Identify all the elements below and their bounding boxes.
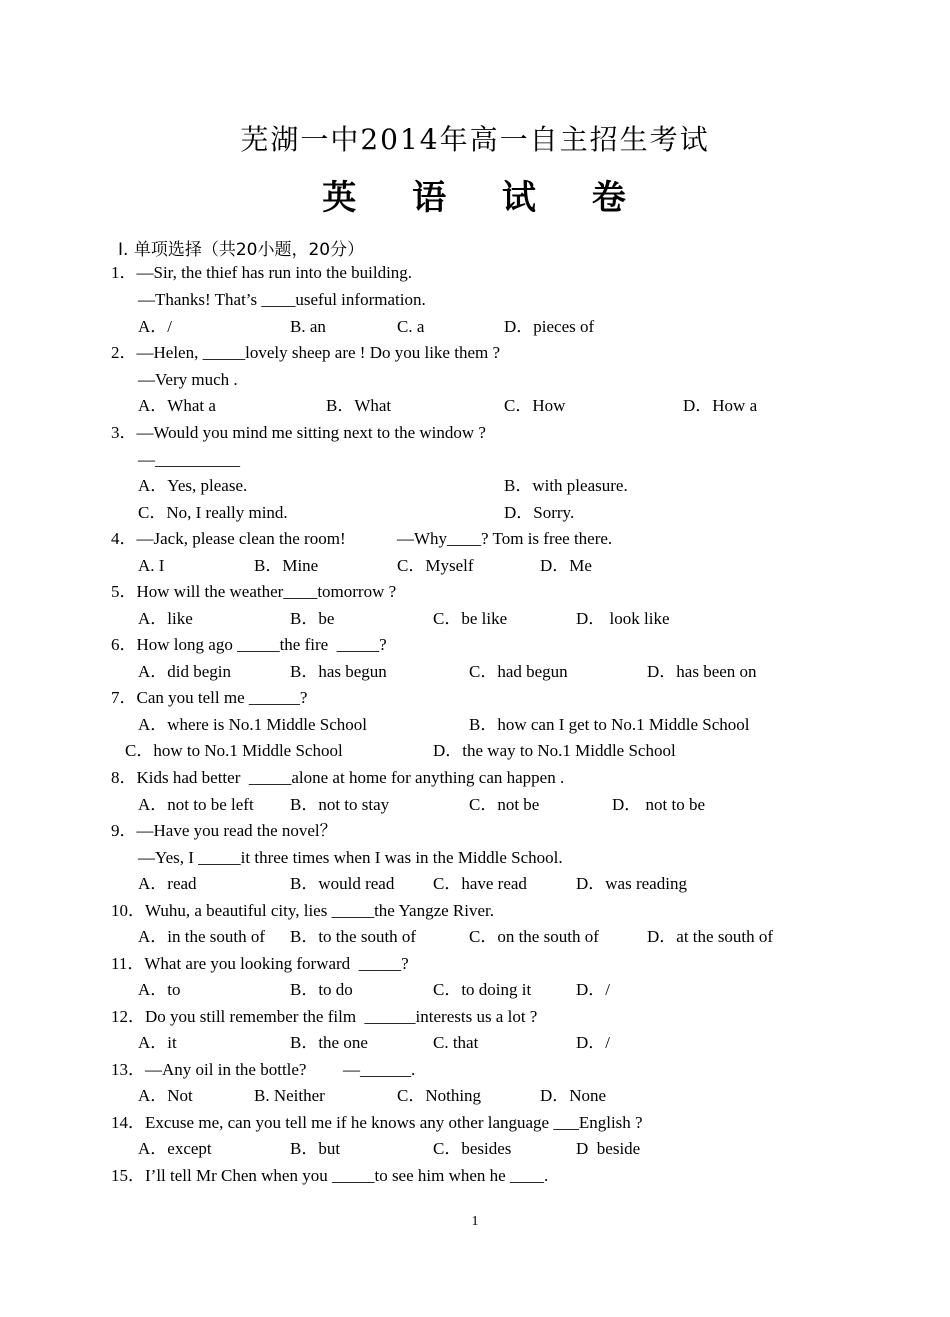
q12-option-b: B．the one xyxy=(290,1033,368,1052)
q8-option-c: C．not be xyxy=(469,795,540,814)
question-9: 9．—Have you read the novel？ xyxy=(111,821,337,840)
question-6: 6．How long ago _____the fire _____? xyxy=(111,635,387,654)
q6-option-c: C．had begun xyxy=(469,662,568,681)
q6-option-a: A．did begin xyxy=(138,662,232,681)
q13-option-a: A．Not xyxy=(138,1086,193,1105)
question-9-reply: —Yes, I _____it three times when I was in the Middle School. xyxy=(138,848,563,867)
q13-option-c: C．Nothing xyxy=(397,1086,482,1105)
q7-option-c: C．how to No.1 Middle School xyxy=(125,741,343,760)
q13-option-d: D．None xyxy=(540,1086,607,1105)
q1-option-d: D．pieces of xyxy=(504,317,595,336)
q9-option-b: B．would read xyxy=(290,874,395,893)
q9-option-d: D．was reading xyxy=(576,874,687,893)
q12-option-a: A．it xyxy=(138,1033,177,1052)
q7-option-d: D．the way to No.1 Middle School xyxy=(433,741,676,760)
q10-option-a: A．in the south of xyxy=(138,927,266,946)
q5-option-c: C．be like xyxy=(433,609,508,628)
q4-option-b: B．Mine xyxy=(254,556,319,575)
q13-option-b: B. Neither xyxy=(254,1086,325,1105)
q5-option-b: B．be xyxy=(290,609,335,628)
q8-option-a: A．not to be left xyxy=(138,795,254,814)
q8-option-d: D． not to be xyxy=(612,795,706,814)
question-4-reply: —Why____? Tom is free there. xyxy=(397,529,613,548)
q14-option-a: A．except xyxy=(138,1139,212,1158)
page-number: 1 xyxy=(471,1214,479,1229)
question-13-reply: —______. xyxy=(343,1060,416,1079)
q14-option-d: D beside xyxy=(576,1139,641,1158)
question-1: 1．—Sir, the thief has run into the building. xyxy=(111,263,413,282)
q2-option-b: B．What xyxy=(326,396,392,415)
question-2-reply: —Very much . xyxy=(138,370,238,389)
q3-option-a: A．Yes, please. xyxy=(138,476,248,495)
question-8: 8．Kids had better _____alone at home for anything can happen . xyxy=(111,768,565,787)
q11-option-d: D．/ xyxy=(576,980,610,999)
q5-option-d: D． look like xyxy=(576,609,670,628)
q1-option-a: A．/ xyxy=(138,317,172,336)
question-4: 4．—Jack, please clean the room! xyxy=(111,529,346,548)
q11-option-a: A．to xyxy=(138,980,181,999)
q3-option-d: D．Sorry. xyxy=(504,503,575,522)
q4-option-c: C．Myself xyxy=(397,556,474,575)
q1-option-c: C. a xyxy=(397,317,425,336)
q7-option-b: B．how can I get to No.1 Middle School xyxy=(469,715,750,734)
q8-option-b: B．not to stay xyxy=(290,795,390,814)
section-heading: Ⅰ. 单项选择（共20小题，20分） xyxy=(118,240,365,260)
question-2: 2．—Helen, _____lovely sheep are ! Do you like them ? xyxy=(111,343,501,362)
q2-option-c: C．How xyxy=(504,396,566,415)
q9-option-c: C．have read xyxy=(433,874,527,893)
question-7: 7．Can you tell me ______? xyxy=(111,688,308,707)
question-3-reply: —__________ xyxy=(138,450,240,469)
q10-option-d: D．at the south of xyxy=(647,927,774,946)
q11-option-c: C．to doing it xyxy=(433,980,532,999)
q2-option-d: D．How a xyxy=(683,396,758,415)
question-12: 12．Do you still remember the film ______interests us a lot ? xyxy=(111,1007,538,1026)
q11-option-b: B．to do xyxy=(290,980,353,999)
q2-option-a: A．What a xyxy=(138,396,216,415)
question-13: 13．—Any oil in the bottle? xyxy=(111,1060,307,1079)
question-1-reply: —Thanks! That’s ____useful information. xyxy=(138,290,426,309)
q4-option-a: A. I xyxy=(138,556,165,575)
q12-option-c: C. that xyxy=(433,1033,479,1052)
question-14: 14．Excuse me, can you tell me if he knows any other language ___English ? xyxy=(111,1113,643,1132)
q14-option-c: C．besides xyxy=(433,1139,512,1158)
q1-option-b: B. an xyxy=(290,317,326,336)
exam-title: 芜湖一中2014年高一自主招生考试 xyxy=(240,123,710,156)
question-15: 15．I’ll tell Mr Chen when you _____to see him when he ____. xyxy=(111,1166,549,1185)
question-3: 3．—Would you mind me sitting next to the window ? xyxy=(111,423,486,442)
q10-option-b: B．to the south of xyxy=(290,927,417,946)
q6-option-d: D．has been on xyxy=(647,662,757,681)
q3-option-c: C．No, I really mind. xyxy=(138,503,288,522)
subject-title: 英 语 试 卷 xyxy=(322,178,648,218)
q4-option-d: D．Me xyxy=(540,556,592,575)
question-11: 11．What are you looking forward _____? xyxy=(111,954,409,973)
q7-option-a: A．where is No.1 Middle School xyxy=(138,715,368,734)
q14-option-b: B．but xyxy=(290,1139,341,1158)
q5-option-a: A．like xyxy=(138,609,193,628)
q10-option-c: C．on the south of xyxy=(469,927,599,946)
q9-option-a: A．read xyxy=(138,874,197,893)
q12-option-d: D．/ xyxy=(576,1033,610,1052)
question-10: 10．Wuhu, a beautiful city, lies _____the Yangze River. xyxy=(111,901,495,920)
q6-option-b: B．has begun xyxy=(290,662,387,681)
question-5: 5．How will the weather____tomorrow ? xyxy=(111,582,397,601)
q3-option-b: B．with pleasure. xyxy=(504,476,628,495)
